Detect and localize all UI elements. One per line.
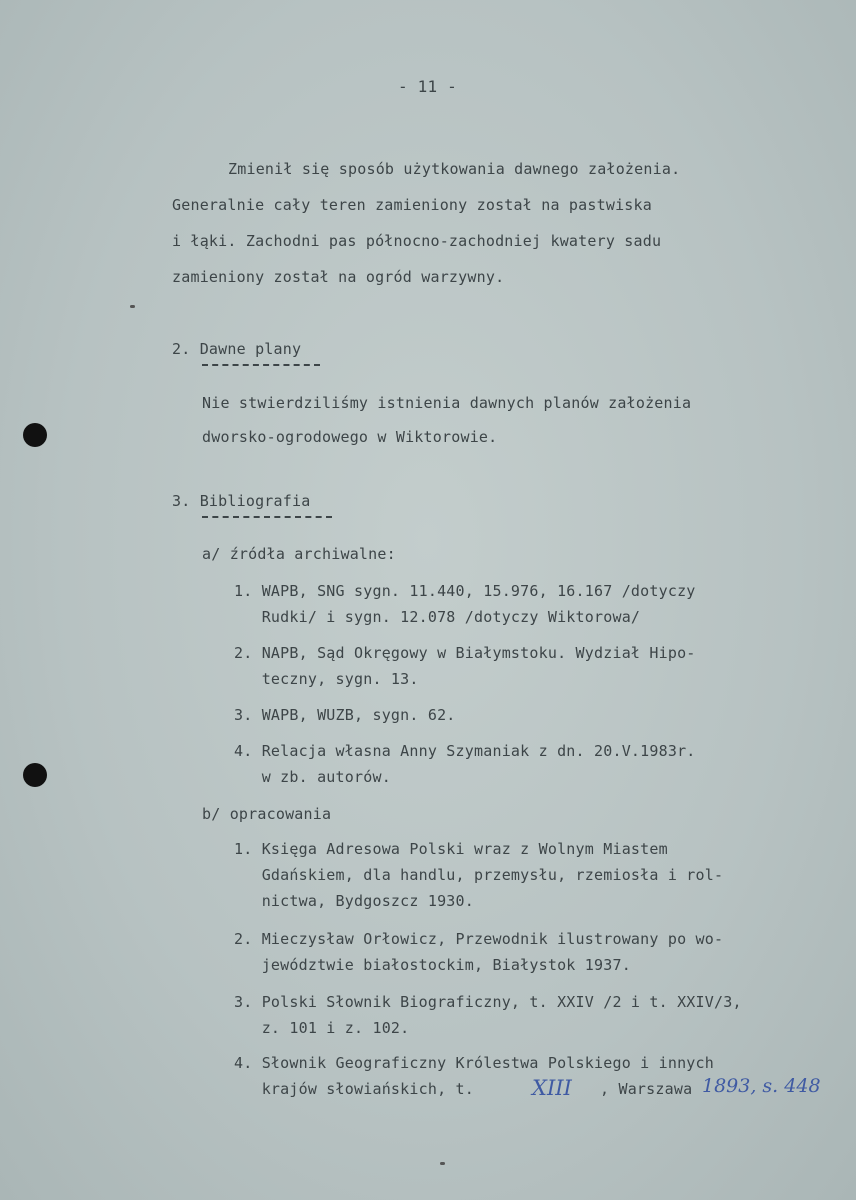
bibliography-item: 4. Słownik Geograficzny Królestwa Polskiego i innych bbox=[234, 1054, 714, 1072]
section-line: dworsko-ogrodowego w Wiktorowie. bbox=[202, 428, 498, 446]
bibliography-item: teczny, sygn. 13. bbox=[234, 670, 419, 688]
bibliography-item: z. 101 i z. 102. bbox=[234, 1019, 410, 1037]
punch-hole-top bbox=[23, 423, 47, 447]
subsection-label: b/ opracowania bbox=[202, 805, 332, 823]
dust-speck bbox=[130, 305, 135, 308]
section-heading: 2. Dawne plany bbox=[172, 340, 302, 358]
page-number: - 11 - bbox=[398, 77, 457, 96]
section-heading: 3. Bibliografia bbox=[172, 492, 311, 510]
bibliography-item: nictwa, Bydgoszcz 1930. bbox=[234, 892, 474, 910]
bibliography-item: krajów słowiańskich, t. bbox=[234, 1080, 474, 1098]
intro-line: i łąki. Zachodni pas północno-zachodniej kwatery sadu bbox=[172, 232, 662, 250]
intro-line: Zmienił się sposób użytkowania dawnego założenia. bbox=[228, 160, 681, 178]
bibliography-item: 2. Mieczysław Orłowicz, Przewodnik ilustrowany po wo- bbox=[234, 930, 724, 948]
bibliography-item: 4. Relacja własna Anny Szymaniak z dn. 20.V.1983r. bbox=[234, 742, 696, 760]
bibliography-item: 3. Polski Słownik Biograficzny, t. XXIV /2 i t. XXIV/3, bbox=[234, 993, 742, 1011]
bibliography-item: 1. WAPB, SNG sygn. 11.440, 15.976, 16.167 /dotyczy bbox=[234, 582, 696, 600]
intro-line: zamieniony został na ogród warzywny. bbox=[172, 268, 505, 286]
bibliography-item: jewództwie białostockim, Białystok 1937. bbox=[234, 956, 631, 974]
bibliography-item: 3. WAPB, WUZB, sygn. 62. bbox=[234, 706, 456, 724]
subsection-label: a/ źródła archiwalne: bbox=[202, 545, 396, 563]
punch-hole-bottom bbox=[23, 763, 47, 787]
bibliography-item: w zb. autorów. bbox=[234, 768, 391, 786]
handwritten-volume: XIII bbox=[532, 1076, 572, 1100]
bibliography-item: Gdańskiem, dla handlu, przemysłu, rzemiosła i rol- bbox=[234, 866, 724, 884]
bibliography-item: 2. NAPB, Sąd Okręgowy w Białymstoku. Wydział Hipo- bbox=[234, 644, 696, 662]
bibliography-item-tail: , Warszawa bbox=[600, 1080, 693, 1098]
bibliography-item: Rudki/ i sygn. 12.078 /dotyczy Wiktorowa/ bbox=[234, 608, 641, 626]
dust-speck bbox=[440, 1162, 445, 1165]
section-line: Nie stwierdziliśmy istnienia dawnych planów założenia bbox=[202, 394, 692, 412]
bibliography-item: 1. Księga Adresowa Polski wraz z Wolnym Miastem bbox=[234, 840, 668, 858]
handwritten-year-page: 1893, s. 448 bbox=[702, 1075, 821, 1097]
intro-line: Generalnie cały teren zamieniony został na pastwiska bbox=[172, 196, 652, 214]
heading-underline bbox=[202, 364, 320, 366]
heading-underline bbox=[202, 516, 332, 518]
